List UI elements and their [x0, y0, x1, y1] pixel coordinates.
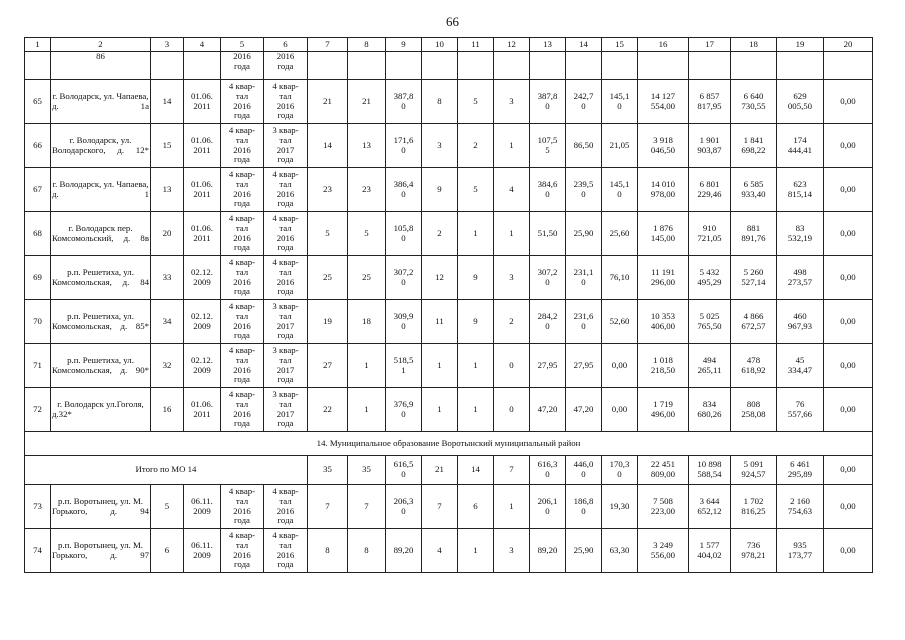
table-cell: 25,60 [602, 212, 638, 256]
header-cell: 5 [221, 38, 264, 52]
table-cell: 5 260 527,14 [731, 256, 777, 300]
table-cell: 2 [494, 300, 530, 344]
table-cell: 01.06. 2011 [184, 80, 221, 124]
table-cell: 0,00 [824, 529, 873, 573]
table-row [25, 256, 873, 300]
table-cell: 14 [308, 124, 348, 168]
table-cell: 65 [25, 80, 51, 124]
page-number: 66 [446, 14, 459, 29]
table-cell [386, 52, 422, 80]
table-cell: 11 191 296,00 [638, 256, 689, 300]
table-cell: 47,20 [530, 388, 566, 432]
table-cell: 21,05 [602, 124, 638, 168]
table-cell: 21 [308, 80, 348, 124]
table-cell: 6 640 730,55 [731, 80, 777, 124]
table-cell: 8 [348, 529, 386, 573]
address-cell: г. Володарск, ул. Володарского, д. 12* [51, 124, 151, 168]
table-cell: 25,90 [566, 212, 602, 256]
table-cell: 33 [151, 256, 184, 300]
table-cell: 4 [422, 529, 458, 573]
table-cell: 1 876 145,00 [638, 212, 689, 256]
table-cell: 387,8 0 [530, 80, 566, 124]
table-cell: 3 квар- тал 2017 года [264, 300, 308, 344]
table-cell: 935 173,77 [777, 529, 824, 573]
table-cell: 32 [151, 344, 184, 388]
table-cell: 0,00 [824, 456, 873, 485]
header-cell: 18 [731, 38, 777, 52]
table-cell: 01.06. 2011 [184, 212, 221, 256]
table-cell: 0,00 [824, 256, 873, 300]
table-cell: 6 [151, 529, 184, 573]
table-cell: 51,50 [530, 212, 566, 256]
table-cell: 5 [151, 485, 184, 529]
table-cell: 4 квар- тал 2016 года [264, 168, 308, 212]
table-cell [777, 52, 824, 80]
table-cell: 4 квар- тал 2016 года [221, 388, 264, 432]
table-cell: 86 [51, 52, 151, 80]
table-cell: 1 [458, 212, 494, 256]
header-cell: 20 [824, 38, 873, 52]
total-label: Итого по МО 14 [25, 456, 308, 485]
table-cell: 1 [422, 344, 458, 388]
table-cell: 1 [494, 485, 530, 529]
address-cell: г. Володарск ул.Гоголя, д.32* [51, 388, 151, 432]
table-cell: 105,8 0 [386, 212, 422, 256]
table-cell: 4 866 672,57 [731, 300, 777, 344]
table-cell: 910 721,05 [689, 212, 731, 256]
table-cell: 386,4 0 [386, 168, 422, 212]
header-row [25, 38, 873, 52]
table-cell: 231,1 0 [566, 256, 602, 300]
table-cell: 16 [151, 388, 184, 432]
table-cell: 2 160 754,63 [777, 485, 824, 529]
table-cell: 0,00 [602, 388, 638, 432]
table-cell: 206,3 0 [386, 485, 422, 529]
table-cell: 446,0 0 [566, 456, 602, 485]
table-cell: 20 [151, 212, 184, 256]
table-cell: 3 249 556,00 [638, 529, 689, 573]
header-cell: 13 [530, 38, 566, 52]
table-cell: 1 [458, 344, 494, 388]
table-cell: 23 [308, 168, 348, 212]
table-cell: 4 квар- тал 2016 года [264, 212, 308, 256]
table-cell [530, 52, 566, 80]
table-cell: 4 [494, 168, 530, 212]
table-row [25, 344, 873, 388]
header-cell: 10 [422, 38, 458, 52]
table-cell: 15 [151, 124, 184, 168]
table-cell: 0,00 [824, 124, 873, 168]
table-cell: 63,30 [602, 529, 638, 573]
table-cell: 5 091 924,57 [731, 456, 777, 485]
table-row [25, 168, 873, 212]
table-cell: 89,20 [530, 529, 566, 573]
table-cell: 6 461 295,89 [777, 456, 824, 485]
table-cell: 174 444,41 [777, 124, 824, 168]
table-cell: 3 [494, 529, 530, 573]
table-cell: 1 [348, 344, 386, 388]
table-cell: 6 [458, 485, 494, 529]
table-cell: 206,1 0 [530, 485, 566, 529]
table-cell: 0 [494, 344, 530, 388]
table-cell: 27,95 [566, 344, 602, 388]
table-cell: 0,00 [824, 344, 873, 388]
table-cell: 9 [422, 168, 458, 212]
table-cell [824, 52, 873, 80]
table-cell: 1 [494, 124, 530, 168]
table-cell [458, 52, 494, 80]
table-cell [602, 52, 638, 80]
table-cell: 0,00 [824, 168, 873, 212]
table-cell: 21 [348, 80, 386, 124]
table-cell: 10 898 588,54 [689, 456, 731, 485]
table-cell: 3 квар- тал 2017 года [264, 124, 308, 168]
table-cell: 4 квар- тал 2016 года [221, 124, 264, 168]
table-cell: 170,3 0 [602, 456, 638, 485]
table-cell: 498 273,57 [777, 256, 824, 300]
table-cell [348, 52, 386, 80]
header-cell: 1 [25, 38, 51, 52]
header-cell: 2 [51, 38, 151, 52]
table-cell: 5 [348, 212, 386, 256]
table-cell: 6 857 817,95 [689, 80, 731, 124]
table-cell: 71 [25, 344, 51, 388]
table-cell: 2016 года [221, 52, 264, 80]
table-cell: 0,00 [824, 485, 873, 529]
table-cell [25, 52, 51, 80]
table-cell: 45 334,47 [777, 344, 824, 388]
table-cell: 1 018 218,50 [638, 344, 689, 388]
table-cell: 69 [25, 256, 51, 300]
header-cell: 17 [689, 38, 731, 52]
table-cell: 67 [25, 168, 51, 212]
table-cell: 01.06. 2011 [184, 388, 221, 432]
table-cell: 14 010 978,00 [638, 168, 689, 212]
header-cell: 16 [638, 38, 689, 52]
table-cell [638, 52, 689, 80]
table-cell: 1 [348, 388, 386, 432]
table-cell: 72 [25, 388, 51, 432]
table-cell: 4 квар- тал 2016 года [264, 529, 308, 573]
table-cell: 3 918 046,50 [638, 124, 689, 168]
table-cell: 21 [422, 456, 458, 485]
table-cell: 01.06. 2011 [184, 124, 221, 168]
table-cell: 68 [25, 212, 51, 256]
table-cell: 5 432 495,29 [689, 256, 731, 300]
table-cell: 186,8 0 [566, 485, 602, 529]
address-cell: р.п. Воротынец, ул. М. Горького, д. 94 [51, 485, 151, 529]
header-cell: 19 [777, 38, 824, 52]
table-row [25, 124, 873, 168]
table-cell [731, 52, 777, 80]
table-cell: 14 127 554,00 [638, 80, 689, 124]
table-cell: 66 [25, 124, 51, 168]
address-cell: р.п. Решетиха, ул. Комсомольская, д. 85* [51, 300, 151, 344]
table-cell: 460 967,93 [777, 300, 824, 344]
table-cell: 34 [151, 300, 184, 344]
table-cell: 83 532,19 [777, 212, 824, 256]
table-cell: 14 [151, 80, 184, 124]
table-cell: 3 [494, 256, 530, 300]
table-cell: 0,00 [824, 388, 873, 432]
table-cell [422, 52, 458, 80]
table-row [25, 485, 873, 529]
header-cell: 12 [494, 38, 530, 52]
table-cell: 10 353 406,00 [638, 300, 689, 344]
table-cell: 1 [458, 388, 494, 432]
table-cell: 13 [348, 124, 386, 168]
table-cell: 616,5 0 [386, 456, 422, 485]
table-cell: 242,7 0 [566, 80, 602, 124]
table-cell: 1 577 404,02 [689, 529, 731, 573]
table-cell: 1 [422, 388, 458, 432]
apartment-data-table [24, 37, 873, 573]
table-cell: 4 квар- тал 2016 года [221, 344, 264, 388]
table-cell: 19,30 [602, 485, 638, 529]
table-cell: 239,5 0 [566, 168, 602, 212]
table-cell: 14 [458, 456, 494, 485]
table-cell [494, 52, 530, 80]
table-cell: 0,00 [602, 344, 638, 388]
table-cell: 22 451 809,00 [638, 456, 689, 485]
address-cell: р.п. Воротынец, ул. М. Горького, д. 97 [51, 529, 151, 573]
address-cell: г. Володарск, ул. Чапаева, д. 1а [51, 80, 151, 124]
table-cell: 76 557,66 [777, 388, 824, 432]
table-cell: 5 [308, 212, 348, 256]
table-cell: 1 [494, 212, 530, 256]
table-cell: 4 квар- тал 2016 года [221, 300, 264, 344]
table-cell: 736 978,21 [731, 529, 777, 573]
table-cell: 35 [348, 456, 386, 485]
table-cell: 4 квар- тал 2016 года [221, 485, 264, 529]
table-cell: 4 квар- тал 2016 года [264, 256, 308, 300]
table-cell: 18 [348, 300, 386, 344]
table-cell: 616,3 0 [530, 456, 566, 485]
table-cell: 52,60 [602, 300, 638, 344]
table-cell: 5 [458, 168, 494, 212]
table-cell: 0,00 [824, 212, 873, 256]
table-cell: 7 [308, 485, 348, 529]
address-cell: р.п. Решетиха, ул. Комсомольская, д. 90* [51, 344, 151, 388]
table-cell: 73 [25, 485, 51, 529]
table-cell: 7 508 223,00 [638, 485, 689, 529]
table-cell: 1 719 496,00 [638, 388, 689, 432]
section-row [25, 432, 873, 456]
header-cell: 15 [602, 38, 638, 52]
table-cell: 23 [348, 168, 386, 212]
table-cell: 27 [308, 344, 348, 388]
table-cell: 4 квар- тал 2016 года [221, 80, 264, 124]
table-cell: 518,5 1 [386, 344, 422, 388]
table-cell: 76,10 [602, 256, 638, 300]
table-cell: 309,9 0 [386, 300, 422, 344]
table-cell: 13 [151, 168, 184, 212]
table-cell: 74 [25, 529, 51, 573]
table-cell: 171,6 0 [386, 124, 422, 168]
table-cell: 1 [458, 529, 494, 573]
table-cell: 307,2 0 [386, 256, 422, 300]
table-cell: 01.06. 2011 [184, 168, 221, 212]
table-cell: 3 [494, 80, 530, 124]
table-cell: 02.12. 2009 [184, 344, 221, 388]
table-cell: 808 258,08 [731, 388, 777, 432]
address-cell: г. Володарск пер. Комсомольский, д. 8в [51, 212, 151, 256]
table-cell: 834 680,26 [689, 388, 731, 432]
table-row [25, 80, 873, 124]
table-cell: 376,9 0 [386, 388, 422, 432]
table-cell: 494 265,11 [689, 344, 731, 388]
table-cell: 35 [308, 456, 348, 485]
table-row [25, 529, 873, 573]
table-cell: 4 квар- тал 2016 года [221, 168, 264, 212]
address-cell: г. Володарск, ул. Чапаева, д. 1 [51, 168, 151, 212]
header-cell: 8 [348, 38, 386, 52]
table-cell: 3 квар- тал 2017 года [264, 344, 308, 388]
table-cell: 145,1 0 [602, 80, 638, 124]
table-cell: 06.11. 2009 [184, 485, 221, 529]
table-cell: 5 [458, 80, 494, 124]
table-cell: 6 801 229,46 [689, 168, 731, 212]
table-cell: 25 [348, 256, 386, 300]
table-cell: 9 [458, 300, 494, 344]
table-cell: 22 [308, 388, 348, 432]
table-cell: 19 [308, 300, 348, 344]
table-cell: 02.12. 2009 [184, 256, 221, 300]
table-cell: 86,50 [566, 124, 602, 168]
table-cell [308, 52, 348, 80]
table-cell: 1 901 903,87 [689, 124, 731, 168]
table-cell: 02.12. 2009 [184, 300, 221, 344]
table-cell: 4 квар- тал 2016 года [221, 212, 264, 256]
table-cell: 12 [422, 256, 458, 300]
table-cell: 307,2 0 [530, 256, 566, 300]
header-cell: 6 [264, 38, 308, 52]
table-cell: 0,00 [824, 300, 873, 344]
table-row [25, 388, 873, 432]
table-cell: 0,00 [824, 80, 873, 124]
table-cell: 478 618,92 [731, 344, 777, 388]
table-cell: 3 [422, 124, 458, 168]
table-cell: 6 585 933,40 [731, 168, 777, 212]
table-cell [151, 52, 184, 80]
table-cell: 5 025 765,50 [689, 300, 731, 344]
table-cell: 4 квар- тал 2016 года [264, 485, 308, 529]
table-cell: 145,1 0 [602, 168, 638, 212]
table-cell: 387,8 0 [386, 80, 422, 124]
table-cell: 1 841 698,22 [731, 124, 777, 168]
section-title: 14. Муниципальное образование Воротынский муниципальный район [25, 432, 873, 456]
header-cell: 3 [151, 38, 184, 52]
table-cell: 284,2 0 [530, 300, 566, 344]
table-cell: 7 [494, 456, 530, 485]
header-cell: 14 [566, 38, 602, 52]
table-cell: 25,90 [566, 529, 602, 573]
table-cell: 7 [422, 485, 458, 529]
table-cell: 4 квар- тал 2016 года [221, 256, 264, 300]
table-cell: 89,20 [386, 529, 422, 573]
table-cell: 2 [458, 124, 494, 168]
table-cell: 11 [422, 300, 458, 344]
table-cell: 27,95 [530, 344, 566, 388]
table-cell: 9 [458, 256, 494, 300]
header-cell: 9 [386, 38, 422, 52]
table-cell: 3 квар- тал 2017 года [264, 388, 308, 432]
table-cell [689, 52, 731, 80]
table-row [25, 300, 873, 344]
table-cell: 8 [422, 80, 458, 124]
table-cell: 47,20 [566, 388, 602, 432]
table-cell: 1 702 816,25 [731, 485, 777, 529]
table-cell: 70 [25, 300, 51, 344]
table-cell: 384,6 0 [530, 168, 566, 212]
header-cell: 4 [184, 38, 221, 52]
table-cell: 231,6 0 [566, 300, 602, 344]
header-cell: 7 [308, 38, 348, 52]
table-cell: 3 644 652,12 [689, 485, 731, 529]
table-cell: 25 [308, 256, 348, 300]
table-cell: 629 005,50 [777, 80, 824, 124]
table-cell: 2016 года [264, 52, 308, 80]
table-cell: 8 [308, 529, 348, 573]
total-row [25, 456, 873, 485]
table-cell [184, 52, 221, 80]
table-cell: 06.11. 2009 [184, 529, 221, 573]
table-cell: 4 квар- тал 2016 года [221, 529, 264, 573]
table-cell: 2 [422, 212, 458, 256]
table-cell: 623 815,14 [777, 168, 824, 212]
table-cell [566, 52, 602, 80]
header-cell: 11 [458, 38, 494, 52]
table-cell: 0 [494, 388, 530, 432]
table-row [25, 212, 873, 256]
continuation-row [25, 52, 873, 80]
table-cell: 7 [348, 485, 386, 529]
table-cell: 4 квар- тал 2016 года [264, 80, 308, 124]
address-cell: р.п. Решетиха, ул. Комсомольская, д. 84 [51, 256, 151, 300]
table-cell: 107,5 5 [530, 124, 566, 168]
table-cell: 881 891,76 [731, 212, 777, 256]
